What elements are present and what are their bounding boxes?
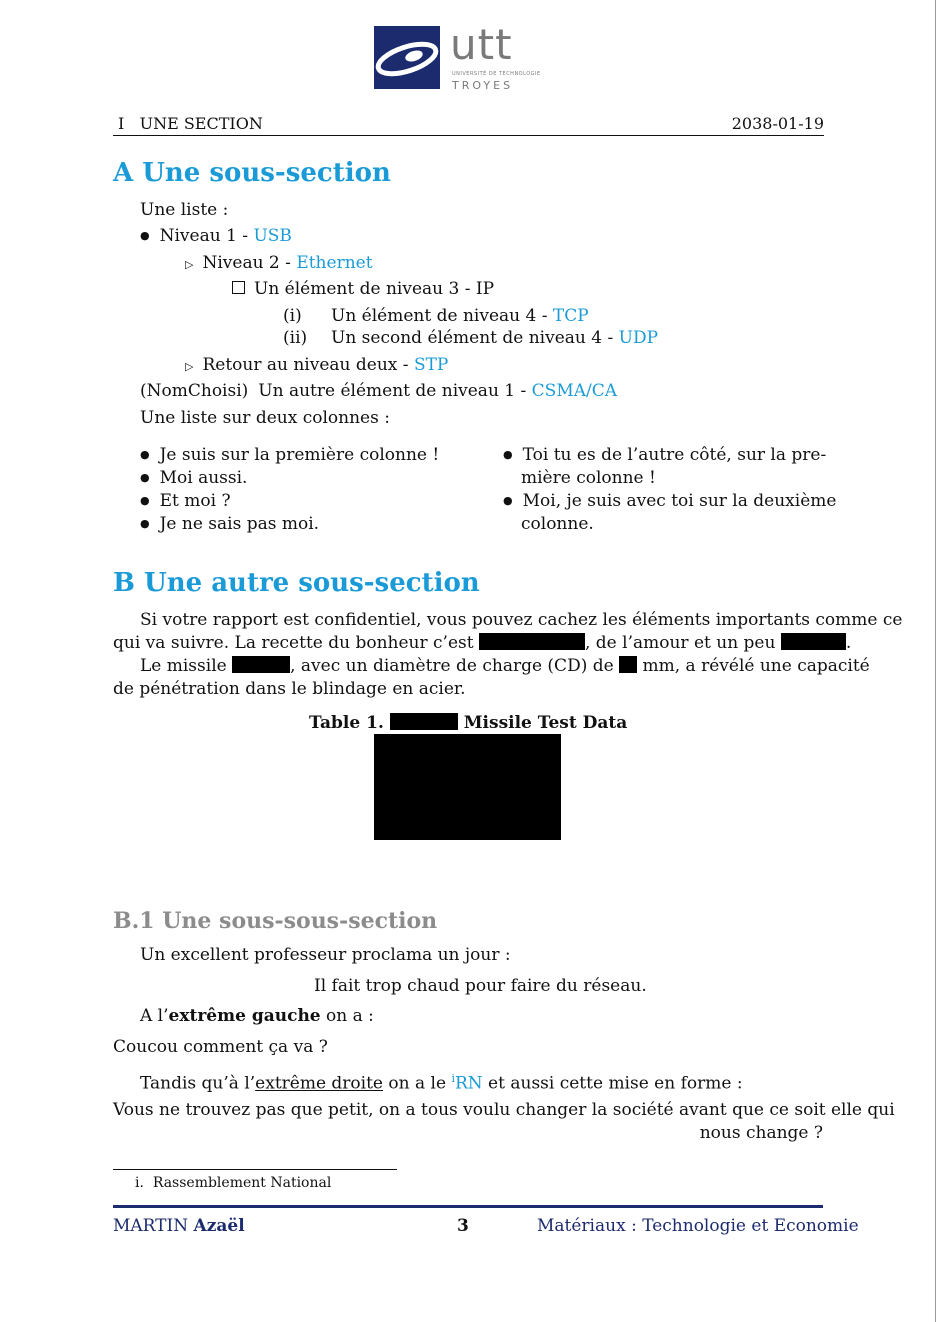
link-rn[interactable]: RN: [454, 1073, 483, 1094]
header-date: 2038-01-19: [731, 114, 824, 133]
two-col-intro: Une liste sur deux colonnes :: [140, 408, 390, 428]
table-caption: Table 1. Missile Test Data: [309, 713, 628, 733]
footnote-marker[interactable]: i: [451, 1072, 455, 1085]
section-b-title: B Une autre sous-section: [113, 568, 480, 598]
footer-rule: [113, 1205, 823, 1208]
redacted-block: [781, 633, 846, 650]
link-udp[interactable]: UDP: [618, 328, 659, 348]
right-intro: Tandis qu’à l’extrême droite on a le $^i$RN et aussi cette mise en forme :: [140, 1072, 743, 1094]
section-a-title: A Une sous-section: [113, 158, 391, 188]
quote-text: Il fait trop chaud pour faire du réseau.: [314, 976, 647, 996]
square-bullet-icon: [232, 281, 245, 294]
right-aligned-text-line1: Vous ne trouvez pas que petit, on a tous voulu changer la société avant que ce soit elle qui: [113, 1100, 895, 1120]
page-number: 3: [457, 1216, 469, 1236]
footer-course: Matériaux : Technologie et Economie: [537, 1216, 859, 1236]
col1-item: ● Et moi ?: [140, 491, 231, 511]
col2-item: ● Moi, je suis avec toi sur la deuxième: [503, 491, 837, 511]
bullet-icon: ●: [503, 494, 513, 507]
right-aligned-text-line2: nous change ?: [699, 1123, 823, 1143]
link-tcp[interactable]: TCP: [552, 306, 589, 326]
footnote-rule: [113, 1169, 397, 1170]
bullet-icon: ●: [140, 517, 150, 530]
left-intro: A l’extrême gauche on a :: [140, 1006, 374, 1026]
redacted-block: [479, 633, 585, 650]
list-intro: Une liste :: [140, 200, 229, 220]
list-item-level4a: (i) Un élément de niveau 4 - TCP: [283, 306, 589, 326]
logo-subtitle: UNIVERSITÉ DE TECHNOLOGIE: [452, 71, 541, 77]
utt-logo: [374, 20, 558, 92]
para1-line1: Si votre rapport est confidentiel, vous pouvez cachez les éléments importants comme ce: [140, 610, 903, 630]
redacted-block: [232, 656, 290, 673]
list-item-level1: ● Niveau 1 - USB: [140, 226, 292, 246]
triangle-bullet-icon: ▷: [185, 360, 194, 373]
logo-city: TROYES: [452, 79, 514, 92]
link-csma[interactable]: CSMA/CA: [531, 381, 618, 401]
redacted-block: [390, 713, 458, 730]
col1-item: ● Moi aussi.: [140, 468, 248, 488]
list-item-level2: ▷ Niveau 2 - Ethernet: [185, 253, 373, 273]
col2-item: ● Toi tu es de l’autre côté, sur la pre-: [503, 445, 827, 465]
logo-emblem-icon: [374, 26, 440, 89]
footer-author: MARTIN Azaël: [113, 1216, 245, 1236]
bullet-icon: ●: [140, 494, 150, 507]
para2-line1: Le missile , avec un diamètre de charge (CD) de mm, a révélé une capacité: [140, 656, 870, 676]
bullet-icon: ●: [140, 448, 150, 461]
triangle-bullet-icon: ▷: [185, 258, 194, 271]
col1-item: ● Je ne sais pas moi.: [140, 514, 320, 534]
col2-item-cont: mière colonne !: [521, 468, 656, 488]
link-ethernet[interactable]: Ethernet: [296, 253, 373, 273]
page-header: [113, 113, 824, 136]
col1-item: ● Je suis sur la première colonne !: [140, 445, 440, 465]
logo-name: utt: [450, 20, 513, 69]
header-section: I UNE SECTION: [118, 114, 263, 133]
list-item-level3: Un élément de niveau 3 - IP: [232, 278, 494, 301]
para2-line2: de pénétration dans le blindage en acier.: [113, 679, 466, 699]
bullet-icon: ●: [140, 229, 150, 242]
redacted-block: [619, 656, 637, 673]
subsection-b1-title: B.1 Une sous-sous-section: [113, 908, 438, 934]
bullet-icon: ●: [503, 448, 513, 461]
bullet-icon: ●: [140, 471, 150, 484]
list-item-level2b: ▷ Retour au niveau deux - STP: [185, 355, 449, 375]
col2-item-cont: colonne.: [521, 514, 594, 534]
redacted-table: [374, 734, 561, 840]
para1-line2: qui va suivre. La recette du bonheur c’est , de l’amour et un peu .: [113, 633, 852, 653]
list-item-level4b: (ii) Un second élément de niveau 4 - UDP: [283, 328, 659, 348]
list-item-custom: (NomChoisi) Un autre élément de niveau 1 - CSMA/CA: [140, 381, 618, 401]
footnote: i. Rassemblement National: [135, 1175, 332, 1191]
left-aligned-text: Coucou comment ça va ?: [113, 1037, 328, 1057]
link-usb[interactable]: USB: [253, 226, 292, 246]
quote-intro: Un excellent professeur proclama un jour :: [140, 945, 511, 965]
link-stp[interactable]: STP: [413, 355, 449, 375]
